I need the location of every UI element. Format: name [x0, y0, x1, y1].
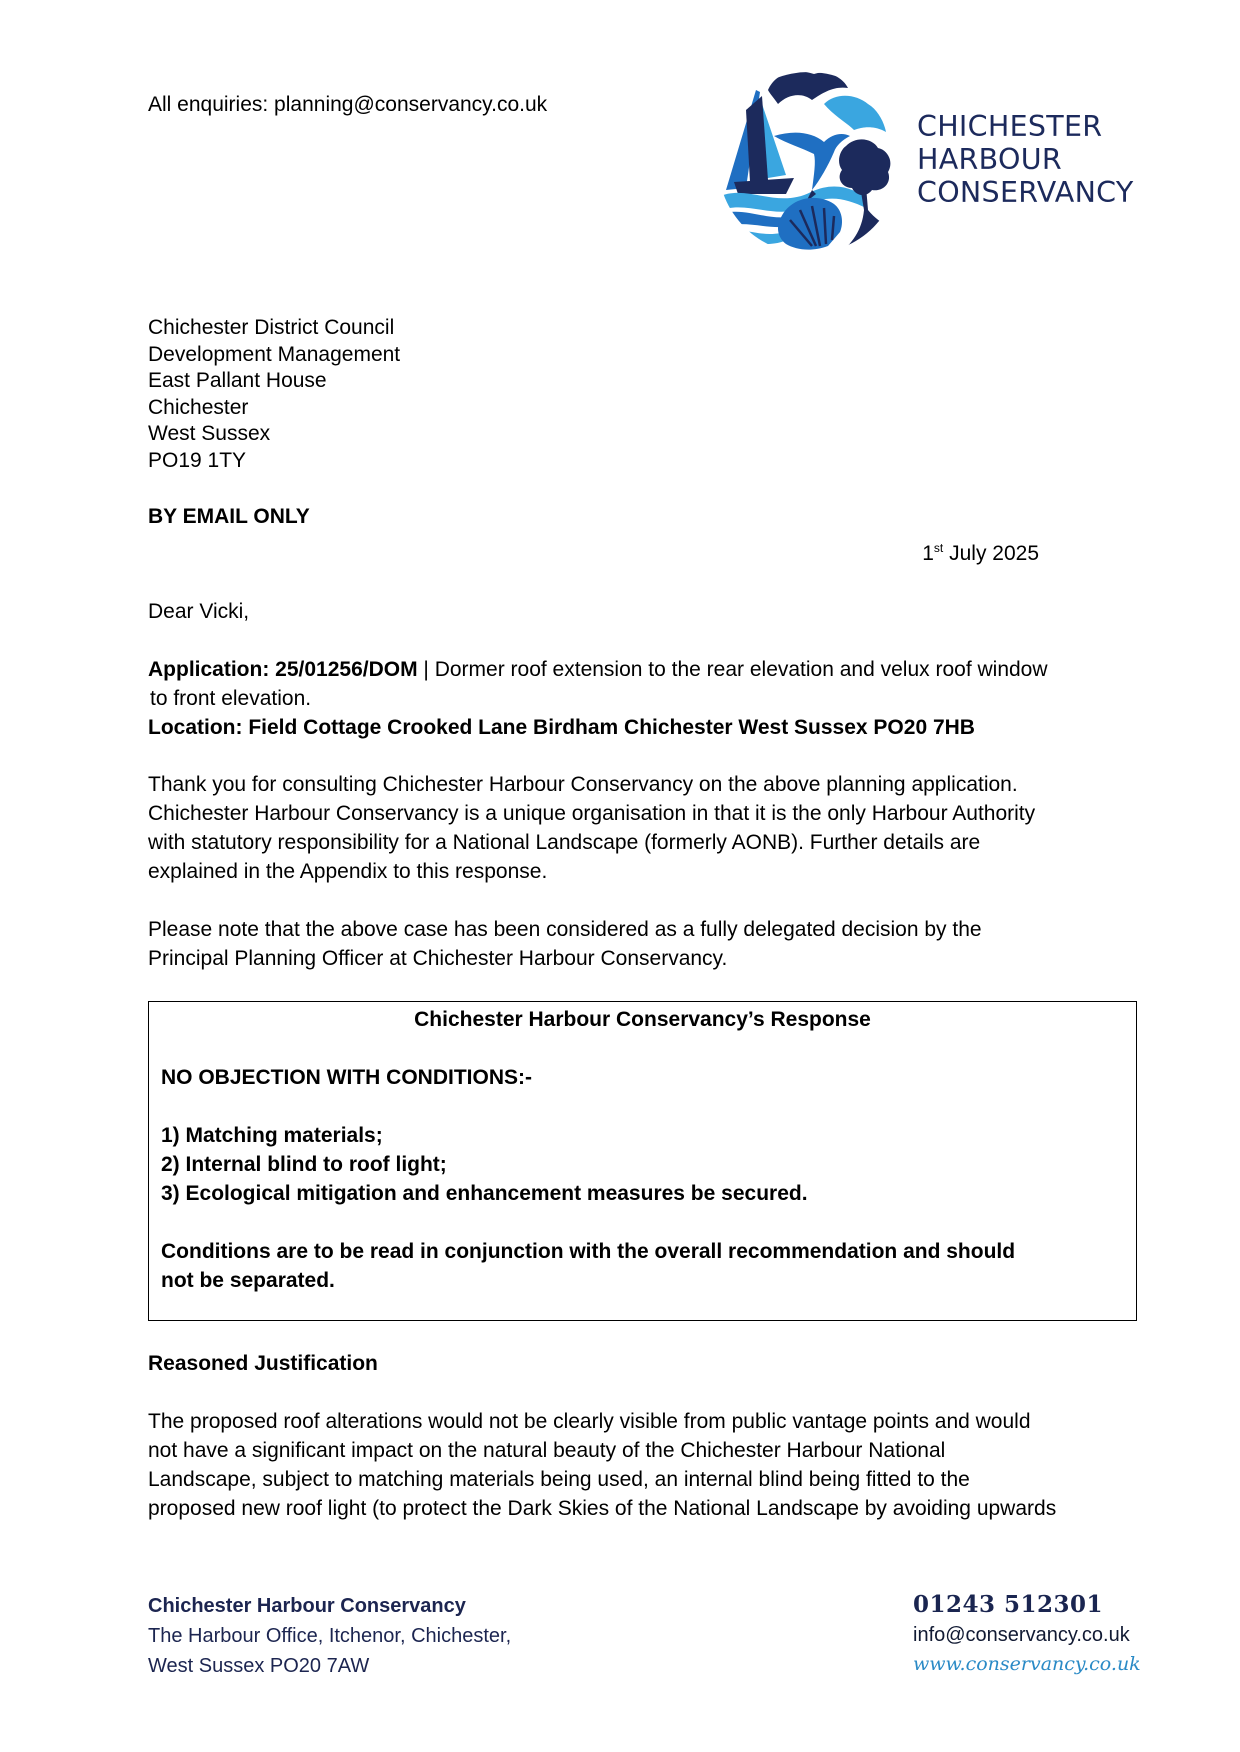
address-line: East Pallant House [148, 369, 327, 392]
delegation-note [148, 915, 1148, 973]
paragraph-line: Conditions are to be read in conjunction with the overall recommendation and should [161, 1240, 1016, 1263]
footer-org-name: Chichester Harbour Conservancy [148, 1595, 466, 1617]
logo-line: CHICHESTER [917, 110, 1103, 143]
justification-paragraph [148, 1407, 1148, 1523]
enquiries-contact: All enquiries: planning@conservancy.co.uk [148, 93, 548, 116]
paragraph-line: explained in the Appendix to this response. [148, 860, 548, 883]
paragraph-line: Landscape, subject to matching materials being used, an internal blind being fitted to the [148, 1468, 970, 1491]
condition-item: 2) Internal blind to roof light; [161, 1153, 447, 1176]
paragraph-line: Principal Planning Officer at Chichester Harbour Conservancy. [148, 947, 728, 970]
application-details [148, 655, 1138, 742]
footer-address-line: West Sussex PO20 7AW [148, 1655, 370, 1677]
application-description-cont: to front elevation. [150, 687, 312, 710]
paragraph-line: not have a significant impact on the natural beauty of the Chichester Harbour National [148, 1439, 946, 1462]
separator: | [417, 658, 435, 681]
footer-address [148, 1591, 511, 1681]
response-title: Chichester Harbour Conservancy’s Response [414, 1008, 871, 1031]
chichester-harbour-conservancy-emblem-icon [716, 70, 902, 256]
address-line: Development Management [148, 342, 401, 366]
response-verdict: NO OBJECTION WITH CONDITIONS:- [161, 1066, 532, 1089]
footer-address-line: The Harbour Office, Itchenor, Chichester, [148, 1625, 512, 1647]
conditions-list [161, 1121, 808, 1208]
justification-heading: Reasoned Justification [148, 1352, 378, 1375]
organisation-logo-wordmark [917, 110, 1134, 209]
delivery-method: BY EMAIL ONLY [148, 505, 310, 528]
paragraph-line: proposed new roof light (to protect the Dark Skies of the National Landscape by avoiding upwards [148, 1497, 1057, 1520]
recipient-address [148, 315, 400, 474]
logo-line: HARBOUR [917, 143, 1062, 176]
paragraph-line: not be separated. [161, 1269, 335, 1292]
conditions-note [161, 1237, 1121, 1295]
address-line: Chichester [148, 395, 249, 419]
condition-item: 1) Matching materials; [161, 1124, 383, 1147]
date-suffix: st [933, 541, 944, 555]
intro-paragraph [148, 770, 1148, 886]
footer-website-link[interactable]: www.conservancy.co.uk [913, 1653, 1141, 1675]
paragraph-line: Please note that the above case has been considered as a fully delegated decision by the [148, 918, 982, 941]
address-line: PO19 1TY [148, 448, 247, 472]
application-location: Location: Field Cottage Crooked Lane Birdham Chichester West Sussex PO20 7HB [148, 716, 975, 739]
paragraph-line: Chichester Harbour Conservancy is a unique organisation in that it is the only Harbour Authority [148, 802, 1036, 825]
date-rest: July 2025 [943, 542, 1039, 565]
address-line: Chichester District Council [148, 316, 395, 339]
application-line [148, 655, 1138, 684]
paragraph-line: The proposed roof alterations would not be clearly visible from public vantage points and would [148, 1410, 1031, 1433]
response-box [148, 1001, 1137, 1321]
footer-email-link[interactable]: info@conservancy.co.uk [913, 1624, 1130, 1646]
footer-phone: 01243 512301 [913, 1591, 1104, 1618]
address-line: West Sussex [148, 422, 271, 445]
date-day: 1 [922, 542, 934, 565]
condition-item: 3) Ecological mitigation and enhancement measures be secured. [161, 1182, 808, 1205]
paragraph-line: Thank you for consulting Chichester Harbour Conservancy on the above planning application. [148, 773, 1018, 796]
letter-date [922, 539, 1039, 571]
application-reference: Application: 25/01256/DOM [148, 658, 418, 681]
salutation: Dear Vicki, [148, 600, 250, 623]
paragraph-line: with statutory responsibility for a National Landscape (formerly AONB). Further details are [148, 831, 981, 854]
application-description: Dormer roof extension to the rear elevation and velux roof window [434, 658, 1048, 681]
logo-line: CONSERVANCY [917, 176, 1134, 209]
footer-contact [913, 1590, 1141, 1678]
